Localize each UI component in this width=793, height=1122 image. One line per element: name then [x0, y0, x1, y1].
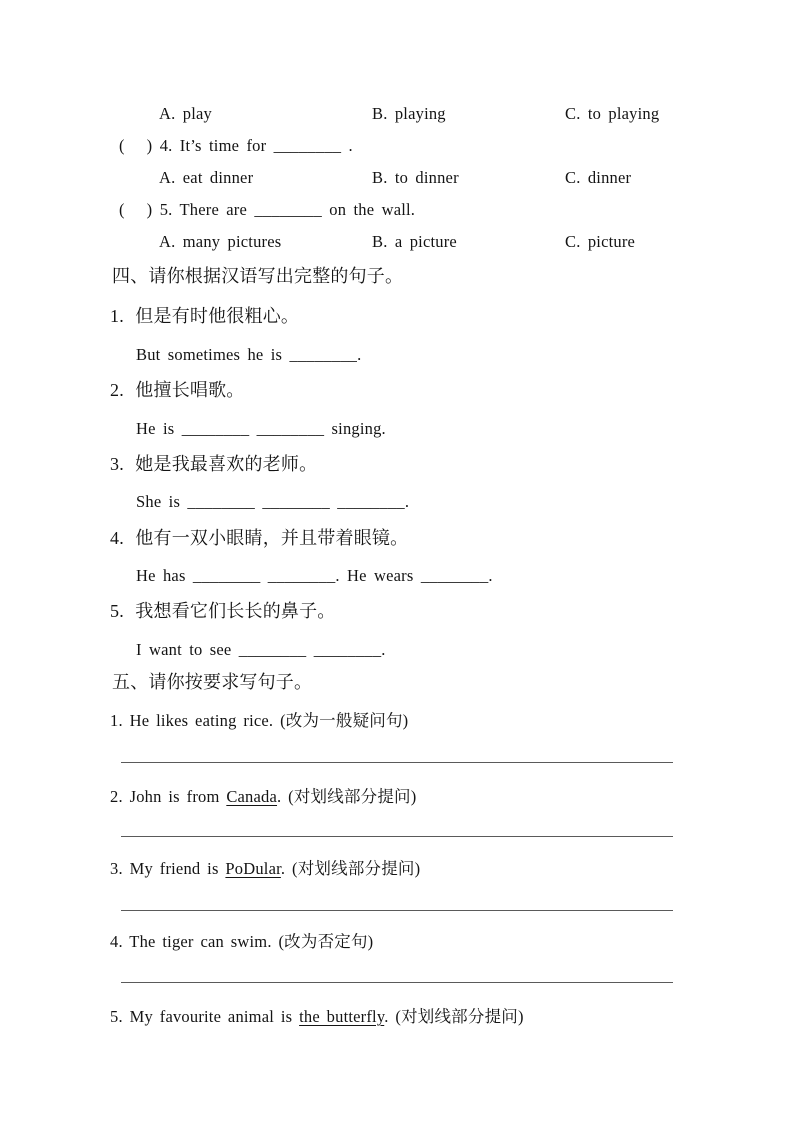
- chinese-sentence: 3. 她是我最喜欢的老师。: [110, 454, 318, 474]
- rewrite-question: [110, 1006, 524, 1027]
- chinese-sentence: 4. 他有一双小眼睛，并且带着眼镜。: [110, 528, 409, 548]
- question-prefix: 4. The tiger can swim.: [110, 932, 279, 951]
- question-prefix: 2. John is from: [110, 787, 227, 806]
- chinese-sentence: 2. 他擅长唱歌。: [110, 380, 245, 400]
- mcq-option-c: C. dinner: [565, 168, 632, 187]
- section-five-heading: 五、请你按要求写句子。: [112, 672, 313, 692]
- question-prefix: 1. He likes eating rice.: [110, 711, 281, 730]
- mcq-option-b: B. a picture: [372, 232, 457, 251]
- rewrite-question: [110, 710, 408, 731]
- section-four-heading: 四、请你根据汉语写出完整的句子。: [112, 266, 404, 286]
- rewrite-question: [110, 858, 420, 879]
- mcq-option-b: B. playing: [372, 104, 446, 123]
- question-suffix: . (对划线部分提问): [277, 787, 417, 806]
- question-suffix: . (对划线部分提问): [280, 859, 421, 878]
- english-fill-line: He has ________ ________. He wears ________.: [136, 566, 493, 585]
- english-fill-line: He is ________ ________ singing.: [136, 419, 386, 438]
- answer-line: [121, 982, 673, 983]
- question-suffix: (改为否定句): [278, 932, 374, 951]
- mcq-option-b: B. to dinner: [372, 168, 459, 187]
- answer-line: [121, 910, 673, 911]
- chinese-sentence: 1. 但是有时他很粗心。: [110, 306, 300, 326]
- mcq-option-a: A. eat dinner: [159, 168, 254, 187]
- question-suffix: (改为一般疑问句): [280, 711, 409, 730]
- question-prefix: 3. My friend is: [110, 859, 226, 878]
- english-fill-line: She is ________ ________ ________.: [136, 492, 410, 511]
- mcq-option-c: C. picture: [565, 232, 636, 251]
- english-fill-line: I want to see ________ ________.: [136, 640, 386, 659]
- mcq-question: ( ) 4. It’s time for ________ .: [119, 136, 353, 155]
- underlined-word: Canada: [226, 787, 278, 806]
- rewrite-question: [110, 931, 373, 952]
- chinese-sentence: 5. 我想看它们长长的鼻子。: [110, 601, 336, 621]
- mcq-question: ( ) 5. There are ________ on the wall.: [119, 200, 416, 219]
- mcq-option-c: C. to playing: [565, 104, 660, 123]
- underlined-word: PoDular: [225, 859, 281, 878]
- underlined-word: the butterfly: [299, 1007, 385, 1026]
- question-suffix: . (对划线部分提问): [384, 1007, 524, 1026]
- english-fill-line: But sometimes he is ________.: [136, 345, 362, 364]
- answer-line: [121, 836, 673, 837]
- answer-line: [121, 762, 673, 763]
- question-prefix: 5. My favourite animal is: [110, 1007, 300, 1026]
- mcq-option-a: A. many pictures: [159, 232, 282, 251]
- rewrite-question: [110, 786, 416, 807]
- mcq-option-a: A. play: [159, 104, 212, 123]
